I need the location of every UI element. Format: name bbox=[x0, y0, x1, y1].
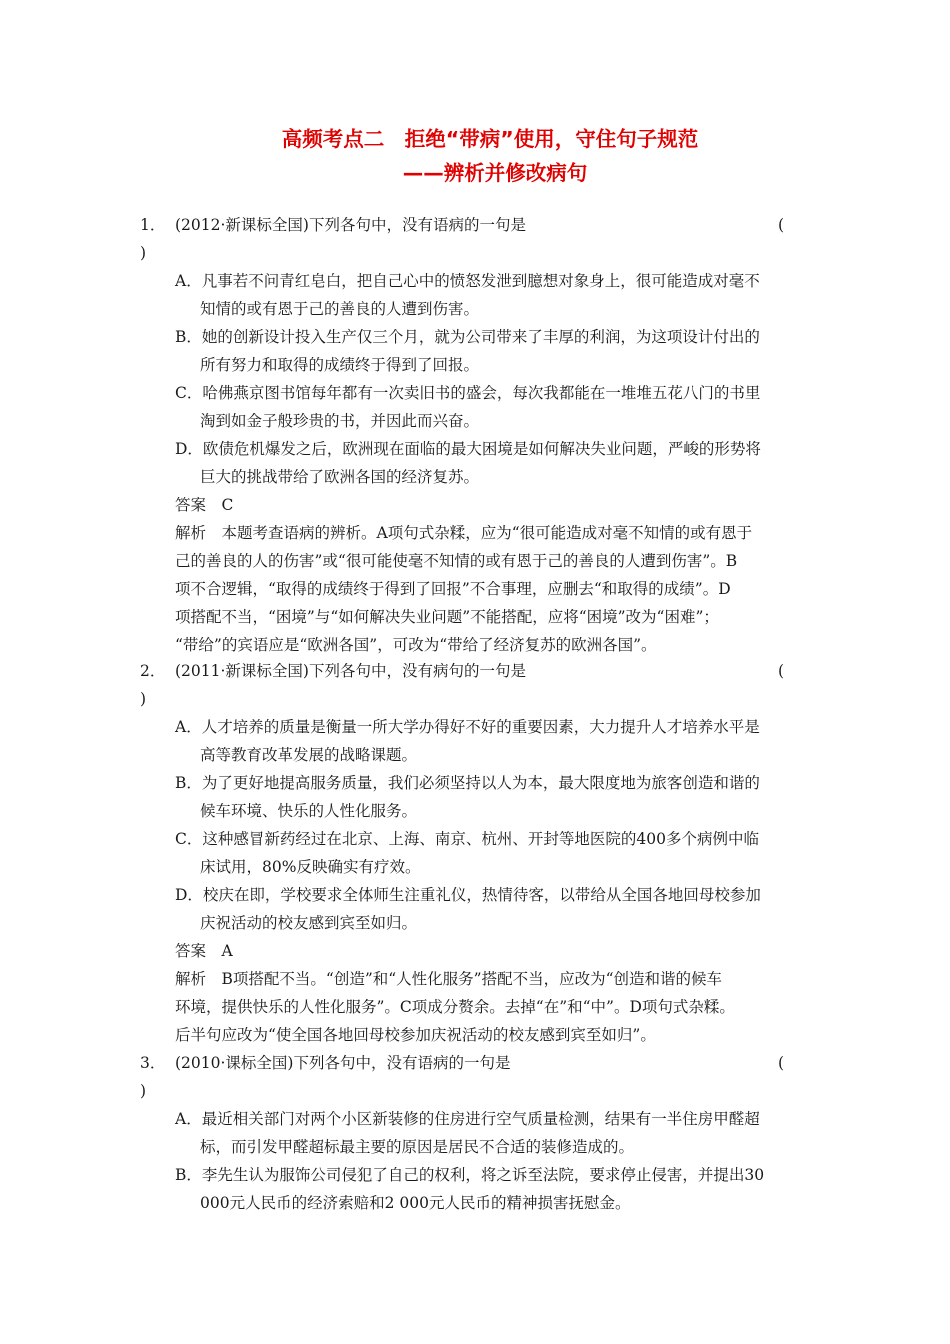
answer-paren-open: ( bbox=[778, 216, 785, 234]
explanation-line: 解析 本题考查语病的辨析。A项句式杂糅，应为“很可能造成对毫不知情的或有恩于 bbox=[175, 524, 753, 542]
answer-paren-close: ) bbox=[140, 1082, 147, 1100]
option-b-cont: 所有努力和取得的成绩终于得到了回报。 bbox=[200, 356, 480, 374]
answer-paren-close: ) bbox=[140, 244, 147, 262]
option-a-cont: 高等教育改革发展的战略课题。 bbox=[200, 746, 418, 764]
explanation-line: 环境，提供快乐的人性化服务”。C项成分赘余。去掉“在”和“中”。D项句式杂糅。 bbox=[175, 998, 735, 1016]
explanation-line: 项不合逻辑，“取得的成绩终于得到了回报”不合事理，应删去“和取得的成绩”。D bbox=[175, 580, 731, 598]
explanation-line: 项搭配不当，“困境”与“如何解决失业问题”不能搭配，应将“困境”改为“困难”； bbox=[175, 608, 719, 626]
explanation-line: 后半句应改为“使全国各地回母校参加庆祝活动的校友感到宾至如归”。 bbox=[175, 1026, 656, 1044]
question-stem: (2010·课标全国)下列各句中，没有语病的一句是 bbox=[175, 1054, 511, 1072]
option-b: B．李先生认为服饰公司侵犯了自己的权利，将之诉至法院，要求停止侵害，并提出30 bbox=[175, 1166, 765, 1184]
page-subtitle: ——辨析并修改病句 bbox=[402, 161, 588, 185]
option-a-cont: 知情的或有恩于己的善良的人遭到伤害。 bbox=[200, 300, 480, 318]
question-number: 2． bbox=[140, 662, 166, 680]
option-d-cont: 巨大的挑战带给了欧洲各国的经济复苏。 bbox=[200, 468, 480, 486]
option-c: C．哈佛燕京图书馆每年都有一次卖旧书的盛会，每次我都能在一堆堆五花八门的书里 bbox=[175, 384, 761, 402]
option-a: A．最近相关部门对两个小区新装修的住房进行空气质量检测，结果有一半住房甲醛超 bbox=[175, 1110, 760, 1128]
page-title: 高频考点二 拒绝“带病”使用，守住句子规范 bbox=[281, 127, 699, 151]
option-b-cont: 000元人民币的经济索赔和2 000元人民币的精神损害抚慰金。 bbox=[200, 1194, 631, 1212]
option-b-cont: 候车环境、快乐的人性化服务。 bbox=[200, 802, 418, 820]
answer-line: 答案 C bbox=[175, 496, 234, 514]
option-c-cont: 淘到如金子般珍贵的书，并因此而兴奋。 bbox=[200, 412, 480, 430]
option-a: A．凡事若不问青红皂白，把自己心中的愤怒发泄到臆想对象身上，很可能造成对毫不 bbox=[175, 272, 760, 290]
question-stem: (2012·新课标全国)下列各句中，没有语病的一句是 bbox=[175, 216, 526, 234]
question-stem: (2011·新课标全国)下列各句中，没有病句的一句是 bbox=[175, 662, 526, 680]
question-number: 1． bbox=[140, 216, 166, 234]
option-a-cont: 标，而引发甲醛超标最主要的原因是居民不合适的装修造成的。 bbox=[200, 1138, 635, 1156]
option-d: D．欧债危机爆发之后，欧洲现在面临的最大困境是如何解决失业问题，严峻的形势将 bbox=[175, 440, 761, 458]
option-b: B．为了更好地提高服务质量，我们必须坚持以人为本，最大限度地为旅客创造和谐的 bbox=[175, 774, 760, 792]
option-a: A．人才培养的质量是衡量一所大学办得好不好的重要因素，大力提升人才培养水平是 bbox=[175, 718, 760, 736]
option-d: D．校庆在即，学校要求全体师生注重礼仪，热情待客，以带给从全国各地回母校参加 bbox=[175, 886, 761, 904]
option-d-cont: 庆祝活动的校友感到宾至如归。 bbox=[200, 914, 418, 932]
option-b: B．她的创新设计投入生产仅三个月，就为公司带来了丰厚的利润，为这项设计付出的 bbox=[175, 328, 760, 346]
answer-paren-close: ) bbox=[140, 690, 147, 708]
option-c-cont: 床试用，80%反映确实有疗效。 bbox=[200, 858, 421, 876]
answer-paren-open: ( bbox=[778, 1054, 785, 1072]
question-number: 3． bbox=[140, 1054, 166, 1072]
explanation-line: 己的善良的人的伤害”或“很可能使毫不知情的或有恩于己的善良的人遭到伤害”。B bbox=[175, 552, 738, 570]
explanation-line: “带给”的宾语应是“欧洲各国”，可改为“带给了经济复苏的欧洲各国”。 bbox=[175, 636, 657, 654]
option-c: C．这种感冒新药经过在北京、上海、南京、杭州、开封等地医院的400多个病例中临 bbox=[175, 830, 759, 848]
answer-line: 答案 A bbox=[175, 942, 233, 960]
answer-paren-open: ( bbox=[778, 662, 785, 680]
explanation-line: 解析 B项搭配不当。“创造”和“人性化服务”搭配不当，应改为“创造和谐的候车 bbox=[175, 970, 723, 988]
